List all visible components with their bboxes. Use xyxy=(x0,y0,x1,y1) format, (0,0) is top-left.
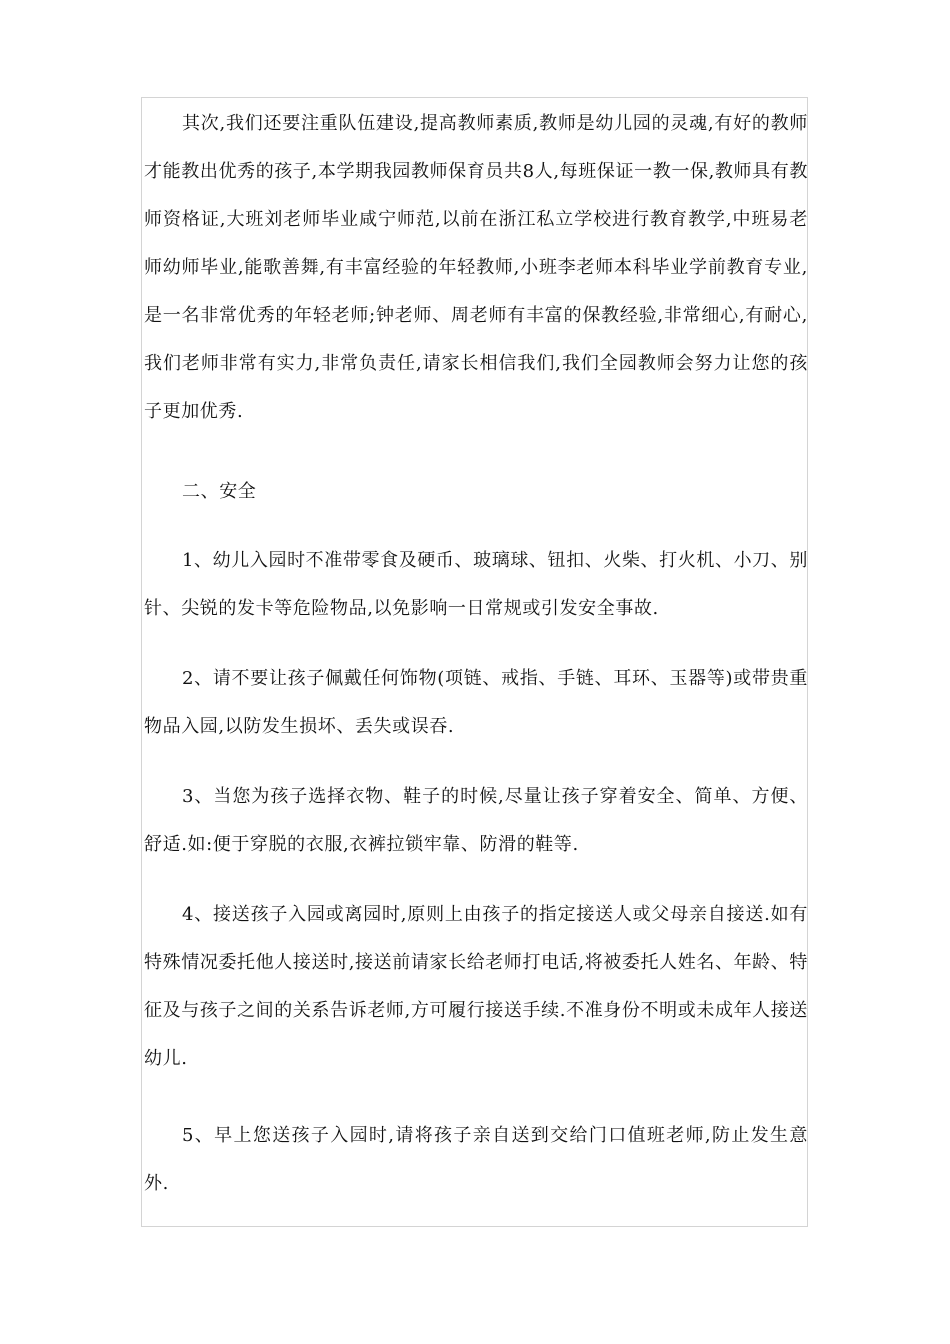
safety-item-5: 5、早上您送孩子入园时,请将孩子亲自送到交给门口值班老师,防止发生意外. xyxy=(144,1125,808,1194)
section-heading: 二、安全 xyxy=(182,481,257,502)
safety-item-1-block xyxy=(144,537,808,633)
safety-item-3-block xyxy=(144,773,808,869)
safety-item-3: 3、当您为孩子选择衣物、鞋子的时候,尽量让孩子穿着安全、简单、方便、舒适.如:便于穿脱的衣服,衣裤拉锁牢靠、防滑的鞋等. xyxy=(144,786,808,855)
safety-item-2: 2、请不要让孩子佩戴任何饰物(项链、戒指、手链、耳环、玉器等)或带贵重物品入园,以防发生损坏、丢失或误吞. xyxy=(144,668,808,737)
safety-item-5-block xyxy=(144,1112,808,1208)
section-heading-block xyxy=(144,468,808,516)
intro-paragraph-block xyxy=(144,100,808,436)
safety-item-4-block xyxy=(144,891,808,1083)
safety-item-2-block xyxy=(144,655,808,751)
intro-paragraph: 其次,我们还要注重队伍建设,提高教师素质,教师是幼儿园的灵魂,有好的教师才能教出优秀的孩子,本学期我园教师保育员共8人,每班保证一教一保,教师具有教师资格证,大班刘老师毕业咸宁师范,以前在浙江私立学校进行教育教学,中班易老师幼师毕业,能歌善舞,有丰富经验的年轻教师,小班李老师本科毕业学前教育专业,是一名非常优秀的年轻老师;钟老师、周老师有丰富的保教经验,非常细心,有耐心,我们老师非常有实力,非常负责任,请家长相信我们,我们全园教师会努力让您的孩子更加优秀. xyxy=(144,113,808,422)
safety-item-1: 1、幼儿入园时不准带零食及硬币、玻璃球、钮扣、火柴、打火机、小刀、别针、尖锐的发卡等危险物品,以免影响一日常规或引发安全事故. xyxy=(144,550,808,619)
safety-item-4: 4、接送孩子入园或离园时,原则上由孩子的指定接送人或父母亲自接送.如有特殊情况委托他人接送时,接送前请家长给老师打电话,将被委托人姓名、年龄、特征及与孩子之间的关系告诉老师,方可履行接送手续.不准身份不明或未成年人接送幼儿. xyxy=(144,904,808,1069)
